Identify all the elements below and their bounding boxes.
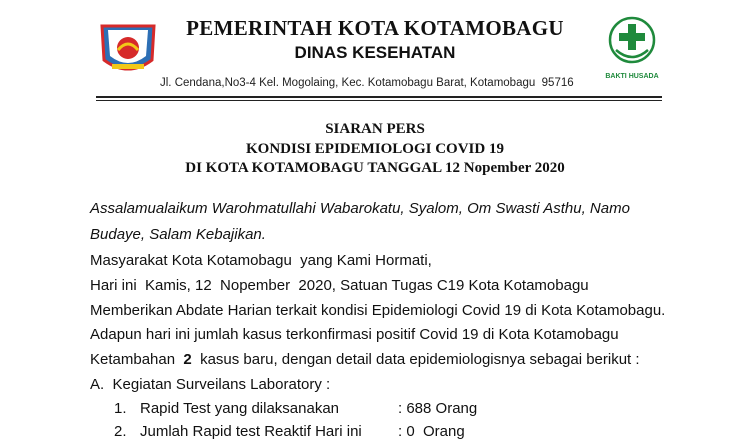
list-item-cut [90,421,590,440]
press-release-date: DI KOTA KOTAMOBAGU TANGGAL 12 Nopember 2020 [185,160,565,176]
paragraph-line-4 [90,351,640,368]
new-cases-post: kasus baru, dengan detail data epidemiologisnya sebagai berikut : [191,351,640,368]
bakti-husada-emblem-icon [606,14,658,84]
section-title: Kegiatan Surveilans Laboratory : [112,376,331,393]
letterhead-divider-thin [96,100,662,101]
department-name: DINAS KESEHATAN [294,43,456,62]
new-cases-pre: Ketambahan [90,351,184,368]
paragraph-line-1: Hari ini Kamis, 12 Nopember 2020, Satuan Tugas C19 Kota Kotamobagu [90,277,589,294]
new-cases-count: 2 [183,351,192,368]
greeting-line-1: Assalamualaikum Warohmatullahi Wabarokatu, Syalom, Om Swasti Asthu, Namo [90,200,630,217]
section-heading [90,376,330,393]
letterhead-divider [96,96,662,98]
press-release-title: KONDISI EPIDEMIOLOGI COVID 19 [246,141,504,157]
list-item-value: : 0 Orang [398,423,465,440]
greeting-line-2: Budaye, Salam Kebajikan. [90,226,266,243]
paragraph-line-3: Adapun hari ini jumlah kasus terkonfirmasi positif Covid 19 di Kota Kotamobagu [90,326,619,343]
letterhead [0,0,750,100]
list-item-value: : 688 Orang [398,400,478,417]
section-marker: A. [90,376,105,393]
press-release-label: SIARAN PERS [325,121,425,137]
list-item-number: 2. [114,423,127,440]
list-item-number: 1. [114,400,127,417]
list-item-label: Rapid Test yang dilaksanakan [140,400,340,417]
salutation: Masyarakat Kota Kotamobagu yang Kami Hormati, [90,252,432,269]
paragraph-line-2: Memberikan Abdate Harian terkait kondisi Epidemiologi Covid 19 di Kota Kotamobagu. [90,302,666,319]
address: Jl. Cendana,No3-4 Kel. Mogolaing, Kec. Kotamobagu Barat, Kotamobagu 95716 [160,77,574,89]
bakti-husada-text: BAKTI HUSADA [605,73,659,80]
list-item-label: Jumlah Rapid test Reaktif Hari ini [140,423,362,440]
government-name: PEMERINTAH KOTA KOTAMOBAGU [186,16,564,40]
